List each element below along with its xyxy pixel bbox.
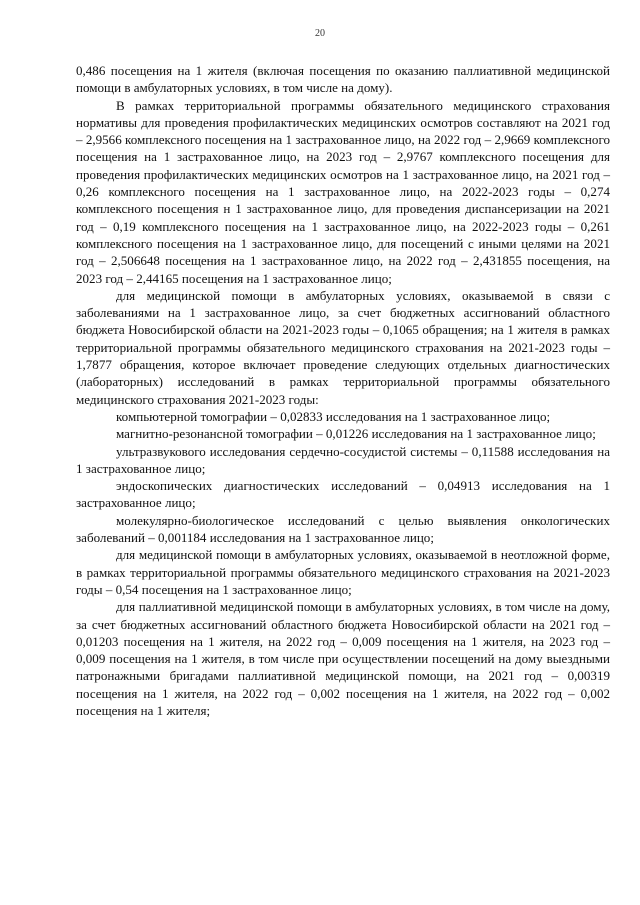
paragraph-5: магнитно-резонансной томографии – 0,01226 исследования на 1 застрахованное лицо;	[116, 426, 596, 442]
paragraph-9: для медицинской помощи в амбулаторных условиях, оказываемой в неотложной форме, в рамках территориальной программы обязательного медицинского страхования на 2021-2023 годы – 0,54 посещения на 1 застрахованное лицо;	[76, 547, 610, 597]
paragraph-7: эндоскопических диагностических исследований – 0,04913 исследования на 1 застрахованное лицо;	[76, 478, 610, 511]
paragraph-4: компьютерной томографии – 0,02833 исследования на 1 застрахованное лицо;	[116, 408, 551, 424]
paragraph-1: 0,486 посещения на 1 жителя (включая посещения по оказанию паллиативной медицинской помощи в амбулаторных условиях, в том числе на дому).	[76, 63, 610, 96]
paragraph-2: В рамках территориальной программы обязательного медицинского страхования нормативы для проведения профилактических медицинских осмотров составляют на 2021 год – 2,9566 комплексного посещения на 1 застрахованное лицо, на 2022 год – 2,9669 комплексного посещения на 1 застрахованное лицо, на 2023 год – 2,9767 комплексного посещения для проведения профилактических медицинских осмотров на 1 застрахованное лицо, на 2021 год – 0,26 комплексного посещения на 1 застрахованное лицо, на 2022-2023 годы – 0,274 комплексного посещения н 1 застрахованное лицо, для проведения диспансеризации на 2021 год – 0,19 комплексного посещения на 1 застрахованное лицо, на 2022-2023 годы – 0,261 комплексного посещения на 1 застрахованное лицо, для посещений с иными целями на 2021 год – 2,506648 посещения на 1 застрахованное лицо, на 2022 год – 2,431855 посещения, на 2023 год – 2,44165 посещения на 1 застрахованное лицо;	[76, 97, 610, 286]
paragraph-3: для медицинской помощи в амбулаторных условиях, оказываемой в связи с заболеваниями на 1 застрахованное лицо, за счет бюджетных ассигнований областного бюджета Новосибирской области на 2021-2023 годы – 0,1065 обращения; на 1 жителя в рамках территориальной программы обязательного медицинского страхования на 2021-2023 годы – 1,7877 обращения, которое включает проведение следующих отдельных диагностических (лабораторных) исследований в рамках территориальной программы обязательного медицинского страхования 2021-2023 годы:	[76, 287, 610, 407]
document-body	[76, 62, 610, 719]
paragraph-6: ультразвукового исследования сердечно-сосудистой системы – 0,11588 исследования на 1 застрахованное лицо;	[76, 443, 610, 476]
paragraph-10: для паллиативной медицинской помощи в амбулаторных условиях, в том числе на дому, за счет бюджетных ассигнований областного бюджета Новосибирской области на 2021 год – 0,01203 посещения на 1 жителя, на 2022 год – 0,009 посещения на 1 жителя, на 2023 год – 0,009 посещения на 1 жителя, в том числе при осуществлении посещений на дому выездными патронажными бригадами паллиативной медицинской помощи, на 2021 год – 0,00319 посещения на 1 жителя, на 2022 год – 0,002 посещения на 1 жителя, на 2022 год – 0,002 посещения на 1 жителя;	[76, 599, 610, 718]
page-number: 20	[315, 28, 325, 39]
paragraph-8: молекулярно-биологическое исследований с целью выявления онкологических заболеваний – 0,001184 исследования на 1 застрахованное лицо;	[76, 512, 610, 546]
